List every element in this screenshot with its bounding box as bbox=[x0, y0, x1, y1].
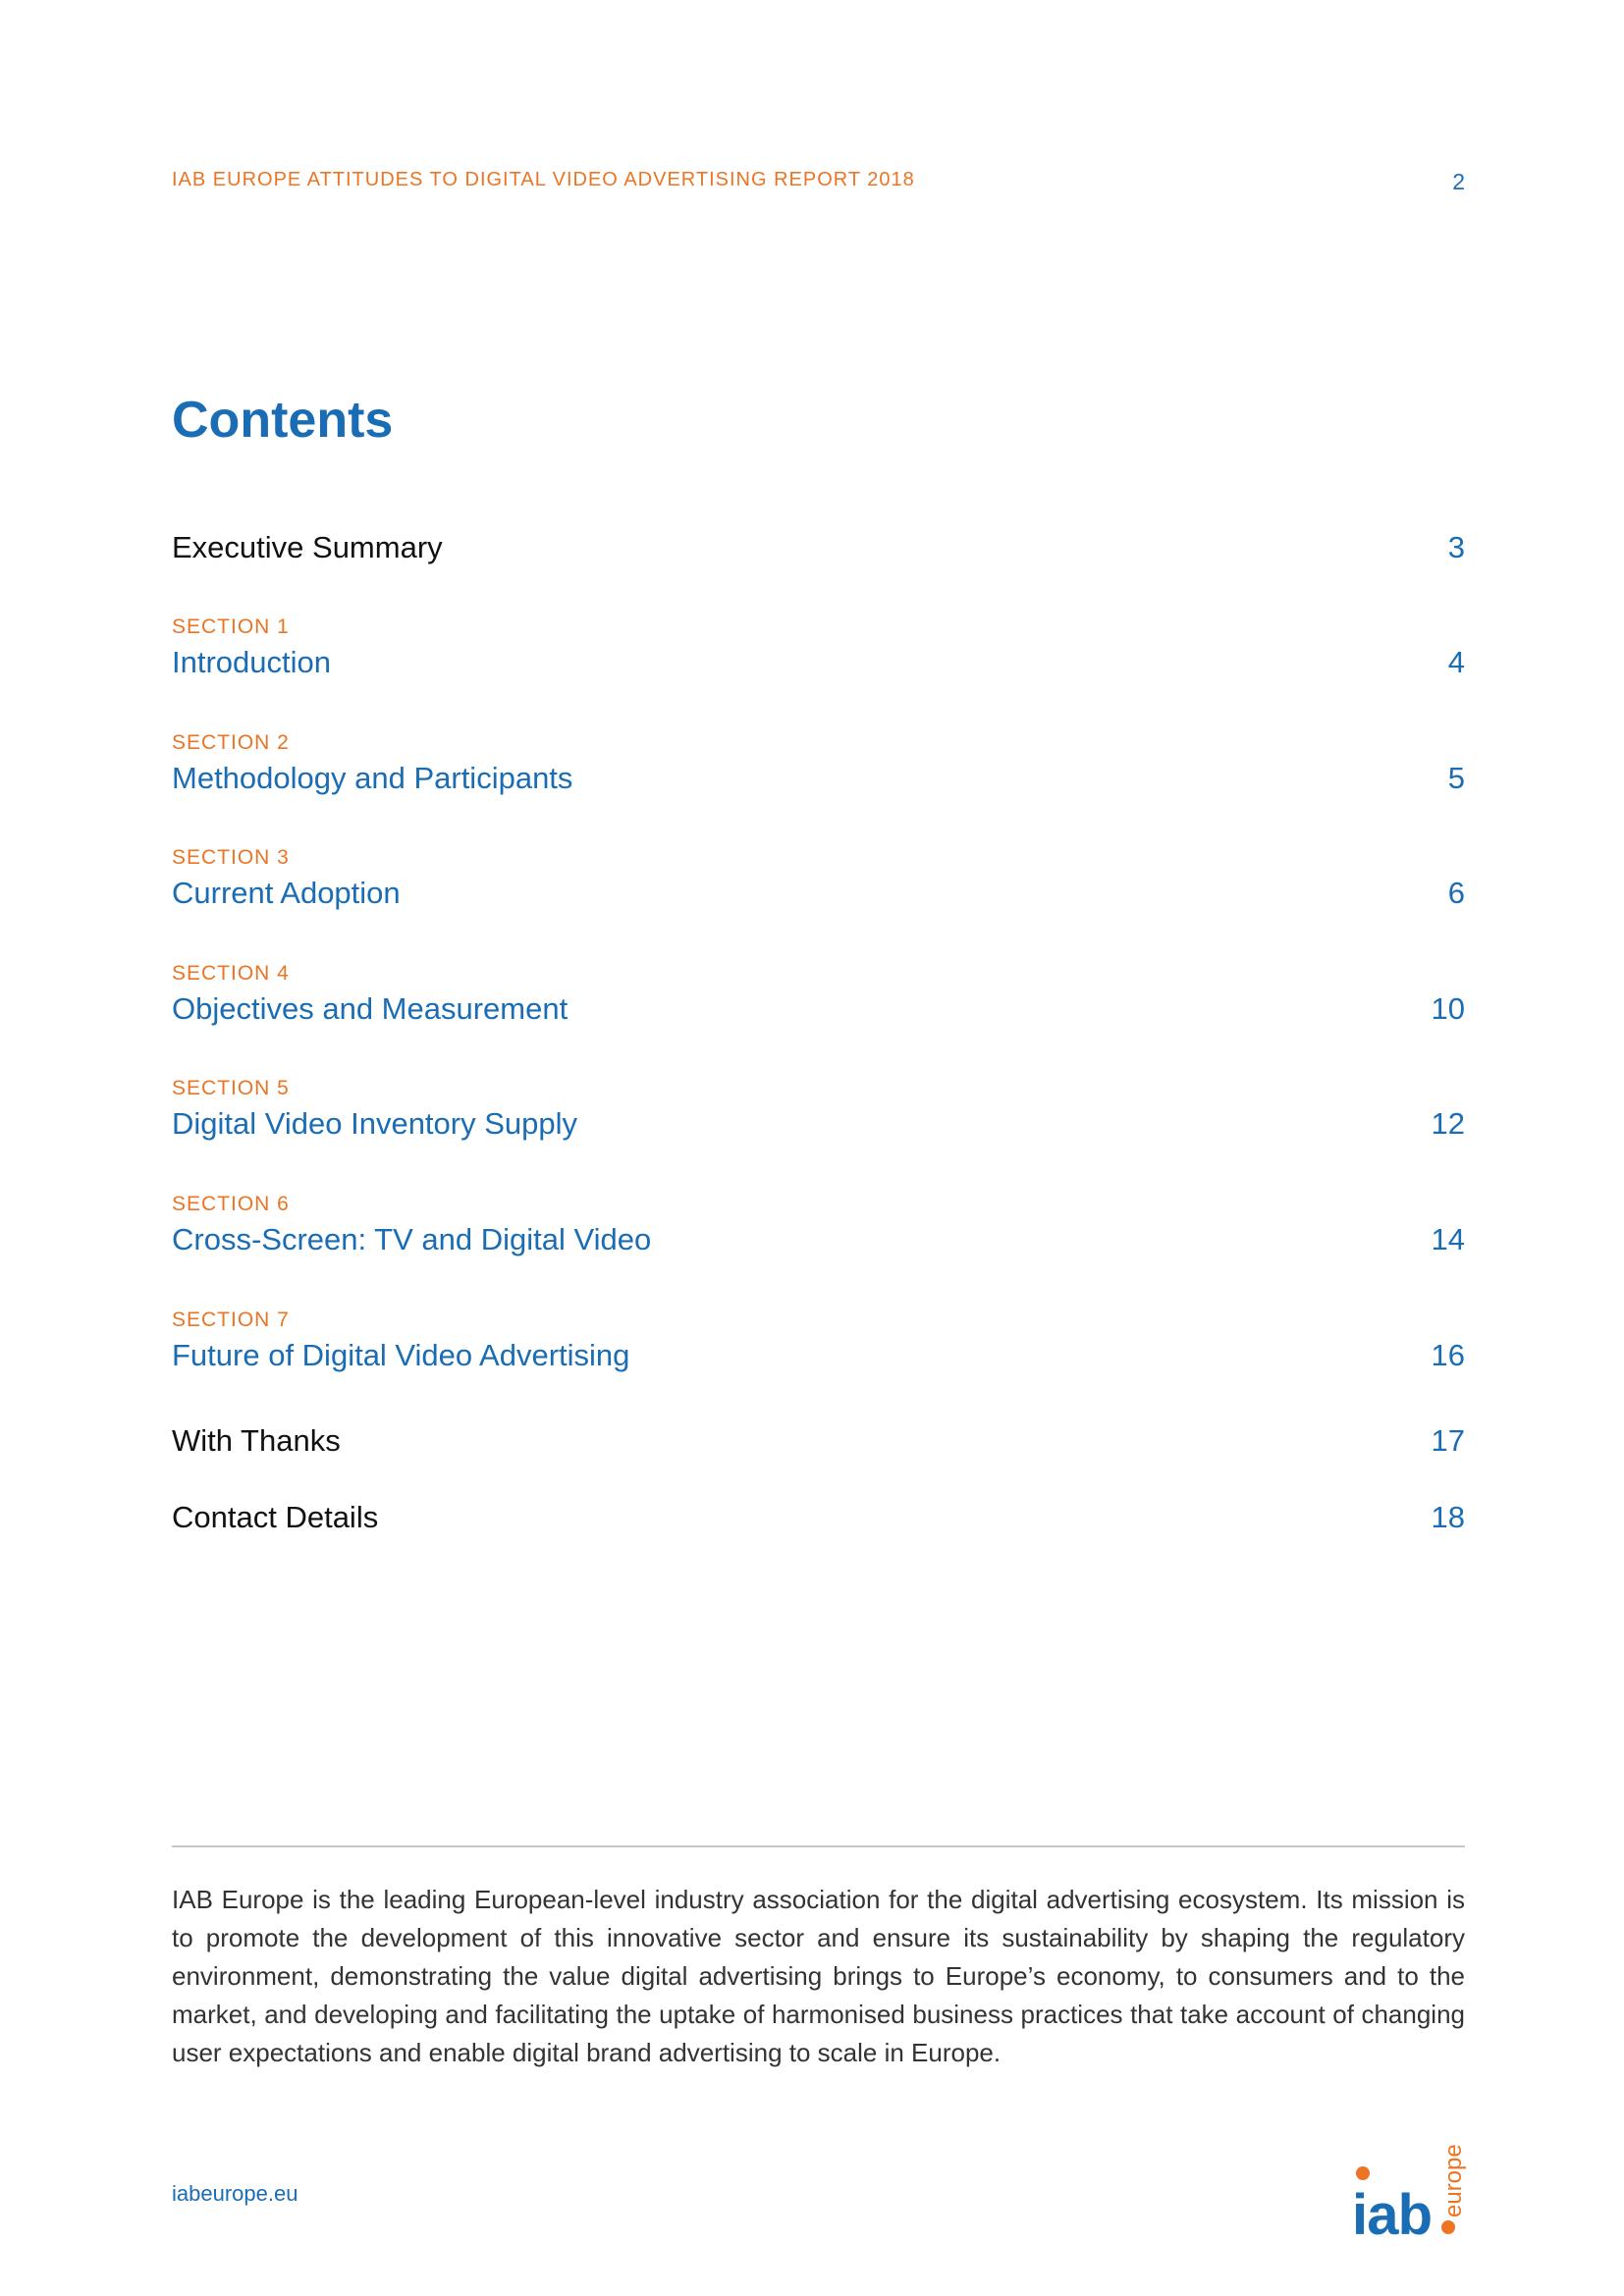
toc-entry-title: Future of Digital Video Advertising bbox=[172, 1338, 630, 1372]
toc-entry-section-4[interactable] bbox=[172, 962, 1465, 1027]
section-label: SECTION 3 bbox=[172, 846, 290, 869]
toc-entry-title: With Thanks bbox=[172, 1423, 341, 1458]
toc-entry-section-3[interactable] bbox=[172, 846, 1465, 911]
section-label: SECTION 4 bbox=[172, 962, 290, 985]
report-header-title: IAB EUROPE ATTITUDES TO DIGITAL VIDEO ADVERTISING REPORT 2018 bbox=[172, 169, 915, 190]
website-link[interactable]: iabeurope.eu bbox=[172, 2181, 298, 2206]
page-number: 2 bbox=[1452, 169, 1465, 194]
divider bbox=[172, 1845, 1465, 1847]
toc-entry-title: Current Adoption bbox=[172, 876, 401, 910]
section-label: SECTION 5 bbox=[172, 1077, 290, 1099]
toc-entry-page: 4 bbox=[1447, 645, 1465, 679]
toc-entry-page: 5 bbox=[1447, 761, 1465, 795]
toc-entry-title: Executive Summary bbox=[172, 530, 443, 564]
toc-entry-contact-details[interactable] bbox=[172, 1500, 1465, 1535]
toc-entry-section-7[interactable] bbox=[172, 1308, 1465, 1373]
toc-entry-title: Objectives and Measurement bbox=[172, 991, 568, 1026]
toc-entry-title: Contact Details bbox=[172, 1500, 379, 1534]
toc-entry-section-6[interactable] bbox=[172, 1193, 1465, 1257]
toc-entry-page: 14 bbox=[1431, 1222, 1465, 1256]
section-label: SECTION 2 bbox=[172, 731, 290, 754]
page-title: Contents bbox=[172, 392, 394, 449]
toc-entry-title: Introduction bbox=[172, 645, 331, 679]
toc-entry-section-2[interactable] bbox=[172, 731, 1465, 796]
toc-entry-with-thanks[interactable] bbox=[172, 1423, 1465, 1459]
svg-text:iab: iab bbox=[1352, 2183, 1433, 2243]
section-label: SECTION 7 bbox=[172, 1308, 290, 1331]
toc-entry-section-1[interactable] bbox=[172, 615, 1465, 680]
toc-entry-executive-summary[interactable] bbox=[172, 530, 1465, 565]
section-label: SECTION 1 bbox=[172, 615, 290, 638]
iab-europe-logo bbox=[1350, 2135, 1478, 2243]
toc-entry-page: 16 bbox=[1431, 1338, 1465, 1372]
about-paragraph: IAB Europe is the leading European-level industry association for the digital advertising ecosystem. Its mission is to promote the development of this innovative sector and ensure its sustainability by shaping the regulatory environment, demonstrating the value digital advertising brings to Europe’s economy, to consumers and to the market, and developing and facilitating the uptake of harmonised business practices that take account of changing user expectations and enable digital brand advertising to scale in Europe. bbox=[172, 1885, 1465, 2067]
toc-entry-title: Digital Video Inventory Supply bbox=[172, 1106, 578, 1141]
toc-entry-title: Methodology and Participants bbox=[172, 761, 573, 795]
toc-entry-page: 12 bbox=[1431, 1106, 1465, 1141]
section-label: SECTION 6 bbox=[172, 1193, 290, 1215]
toc-entry-page: 18 bbox=[1431, 1500, 1465, 1534]
toc-entry-page: 10 bbox=[1431, 991, 1465, 1026]
svg-text:europe: europe bbox=[1440, 2144, 1467, 2217]
toc-entry-title: Cross-Screen: TV and Digital Video bbox=[172, 1222, 652, 1256]
toc-entry-page: 3 bbox=[1447, 530, 1465, 564]
toc-entry-page: 17 bbox=[1431, 1423, 1465, 1458]
toc-entry-section-5[interactable] bbox=[172, 1077, 1465, 1142]
toc-entry-page: 6 bbox=[1447, 876, 1465, 910]
